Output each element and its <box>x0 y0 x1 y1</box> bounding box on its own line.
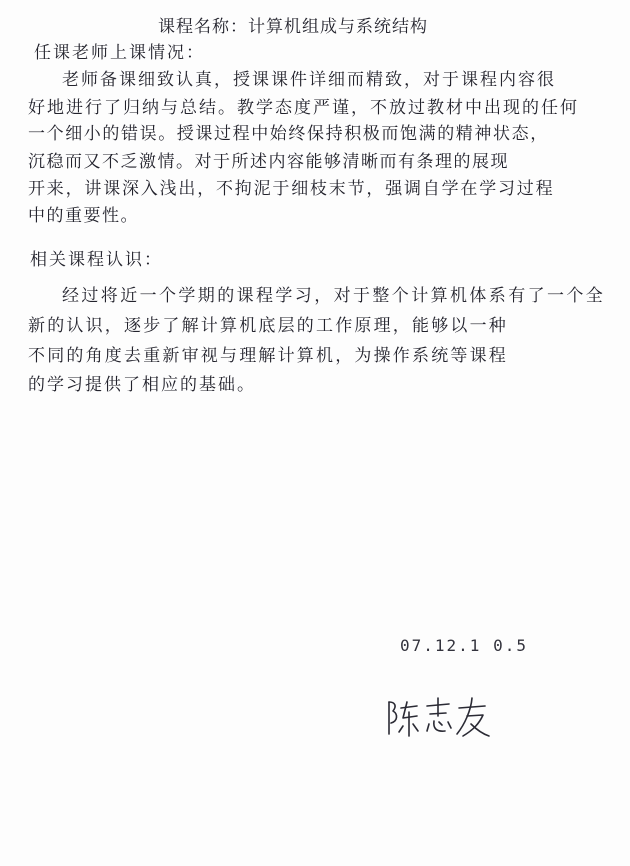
paragraph-line: 中的重要性。 <box>28 206 139 226</box>
paragraph-line: 不同的角度去重新审视与理解计算机，为操作系统等课程 <box>28 346 508 366</box>
section-heading-teacher: 任课老师上课情况： <box>34 43 205 63</box>
signature <box>385 694 495 740</box>
paragraph-line: 的学习提供了相应的基础。 <box>28 375 256 395</box>
paragraph-line: 新的认识，逐步了解计算机底层的工作原理，能够以一种 <box>28 316 508 336</box>
paragraph-line: 沉稳而又不乏激情。对于所述内容能够清晰而有条理的展现 <box>28 152 509 172</box>
paragraph-line: 一个细小的错误。授课过程中始终保持积极而饱满的精神状态， <box>28 124 549 144</box>
paragraph-line: 老师备课细致认真，授课课件详细而精致，对于课程内容很 <box>62 70 556 90</box>
paragraph-line: 好地进行了归纳与总结。教学态度严谨，不放过教材中出现的任何 <box>28 98 579 118</box>
paragraph-line: 开来，讲课深入浅出，不拘泥于细枝末节，强调自学在学习过程 <box>28 179 555 199</box>
signature-image <box>385 694 495 740</box>
handwritten-date: 07.12.1 0.5 <box>400 636 528 655</box>
section-heading-course: 相关课程认识： <box>30 250 163 270</box>
paragraph-line: 经过将近一个学期的课程学习，对于整个计算机体系有了一个全 <box>62 286 606 306</box>
course-title: 课程名称：计算机组成与系统结构 <box>158 17 428 37</box>
